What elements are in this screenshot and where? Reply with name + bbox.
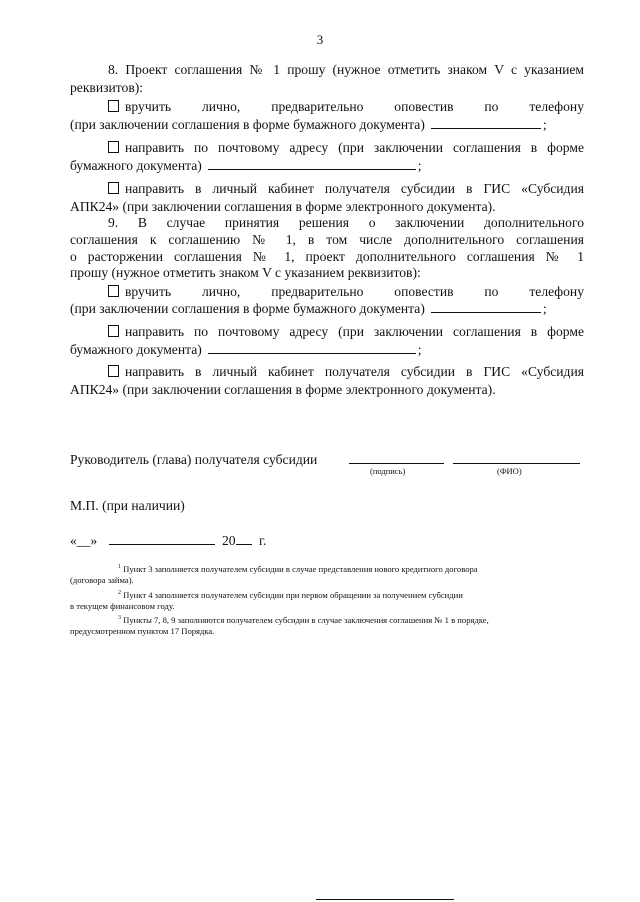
item8-hand-delivery-label: вручить лично, предварительно оповестив по телефону xyxy=(125,99,584,114)
fullname-line[interactable] xyxy=(453,463,580,464)
item9-heading-line2: соглашения к соглашению № 1, в том числе дополнительного соглашения xyxy=(70,232,584,247)
date-month-field[interactable] xyxy=(109,532,215,545)
item9-heading-line1: 9. В случае принятия решения о заключении дополнительного xyxy=(108,215,584,230)
item8-post-line2 xyxy=(70,157,584,175)
footnote-2 xyxy=(70,588,584,612)
item8-post-semicolon: ; xyxy=(417,158,422,173)
item9-cabinet-checkbox[interactable] xyxy=(108,365,119,377)
footnote-1-line2: (договора займа). xyxy=(70,575,134,585)
signature-line[interactable] xyxy=(349,463,444,464)
item9-hand-delivery-checkbox[interactable] xyxy=(108,285,119,297)
item8-address-field[interactable] xyxy=(208,157,416,170)
item9-option-cabinet xyxy=(70,363,584,381)
item8-heading-line2: реквизитов): xyxy=(70,80,144,95)
item9-cabinet-line2: АПК24» (при заключении соглашения в форме электронного документа). xyxy=(70,382,496,397)
item9-hand-delivery-cond: (при заключении соглашения в форме бумажного документа) xyxy=(70,301,425,316)
item9-option-hand-delivery xyxy=(70,283,584,301)
date-day[interactable]: «__» xyxy=(70,533,98,548)
item9-post-semicolon: ; xyxy=(417,342,422,357)
item9-post-checkbox[interactable] xyxy=(108,325,119,337)
page-number: 3 xyxy=(316,32,324,47)
footnote-3-line2: предусмотренном пунктом 17 Порядка. xyxy=(70,626,215,636)
signature-label: Руководитель (глава) получателя субсидии xyxy=(70,452,318,467)
item8-phone-field[interactable] xyxy=(431,116,541,129)
footnote-1-line1: Пункт 3 заполняется получателем субсидии в случае представления нового кредитного договора xyxy=(123,564,478,574)
footnote-3-mark: 3 xyxy=(118,615,121,621)
item8-post-cond: бумажного документа) xyxy=(70,158,202,173)
date-line xyxy=(70,532,330,550)
item9-post-line2 xyxy=(70,341,584,359)
item9-post-label: направить по почтовому адресу (при заключении соглашения в форме xyxy=(125,324,584,339)
footnote-3-line1: Пункты 7, 8, 9 заполняются получателем субсидии в случае заключения соглашения № 1 в порядке, xyxy=(123,615,489,625)
item9-post-cond: бумажного документа) xyxy=(70,342,202,357)
stamp-label: М.П. (при наличии) xyxy=(70,498,185,513)
item8-option-hand-delivery xyxy=(70,98,584,116)
footnote-2-line1: Пункт 4 заполняется получателем субсидии при первом обращении за получением субсидии xyxy=(123,590,463,600)
item9-semicolon: ; xyxy=(542,301,547,316)
footnote-1-mark: 1 xyxy=(118,564,121,570)
item9-hand-delivery-line2 xyxy=(70,300,584,318)
item8-cabinet-checkbox[interactable] xyxy=(108,182,119,194)
item8-option-cabinet xyxy=(70,180,584,198)
item8-hand-delivery-cond: (при заключении соглашения в форме бумажного документа) xyxy=(70,117,425,132)
item8-heading-line1: 8. Проект соглашения № 1 прошу (нужное отметить знаком V с указанием xyxy=(108,62,584,77)
item8-hand-delivery-checkbox[interactable] xyxy=(108,100,119,112)
page-bottom-rule xyxy=(316,899,454,900)
item9-heading-line3: о расторжении соглашения № 1, проект дополнительного соглашения № 1 xyxy=(70,249,584,264)
footnote-2-line2: в текущем финансовом году. xyxy=(70,601,175,611)
item9-phone-field[interactable] xyxy=(431,300,541,313)
item8-hand-delivery-line2 xyxy=(70,116,584,134)
item8-cabinet-label: направить в личный кабинет получателя субсидии в ГИС «Субсидия xyxy=(125,181,584,196)
item8-semicolon: ; xyxy=(542,117,547,132)
item8-cabinet-line2: АПК24» (при заключении соглашения в форме электронного документа). xyxy=(70,199,496,214)
item9-hand-delivery-label: вручить лично, предварительно оповестив по телефону xyxy=(125,284,584,299)
footnote-2-mark: 2 xyxy=(118,590,121,596)
item8-post-checkbox[interactable] xyxy=(108,141,119,153)
footnote-3 xyxy=(70,613,584,637)
signature-caption: (подпись) xyxy=(370,466,406,476)
item9-address-field[interactable] xyxy=(208,341,416,354)
date-year-field[interactable] xyxy=(236,532,252,545)
item9-option-post xyxy=(70,323,584,341)
item8-post-label: направить по почтовому адресу (при заключении соглашения в форме xyxy=(125,140,584,155)
date-year-suffix: г. xyxy=(259,533,267,548)
date-year-prefix: 20 xyxy=(222,533,236,548)
fullname-caption: (ФИО) xyxy=(497,466,522,476)
footnote-1 xyxy=(70,562,584,586)
item8-option-post xyxy=(70,139,584,157)
item9-heading-line4: прошу (нужное отметить знаком V с указанием реквизитов): xyxy=(70,265,421,280)
item9-cabinet-label: направить в личный кабинет получателя субсидии в ГИС «Субсидия xyxy=(125,364,584,379)
